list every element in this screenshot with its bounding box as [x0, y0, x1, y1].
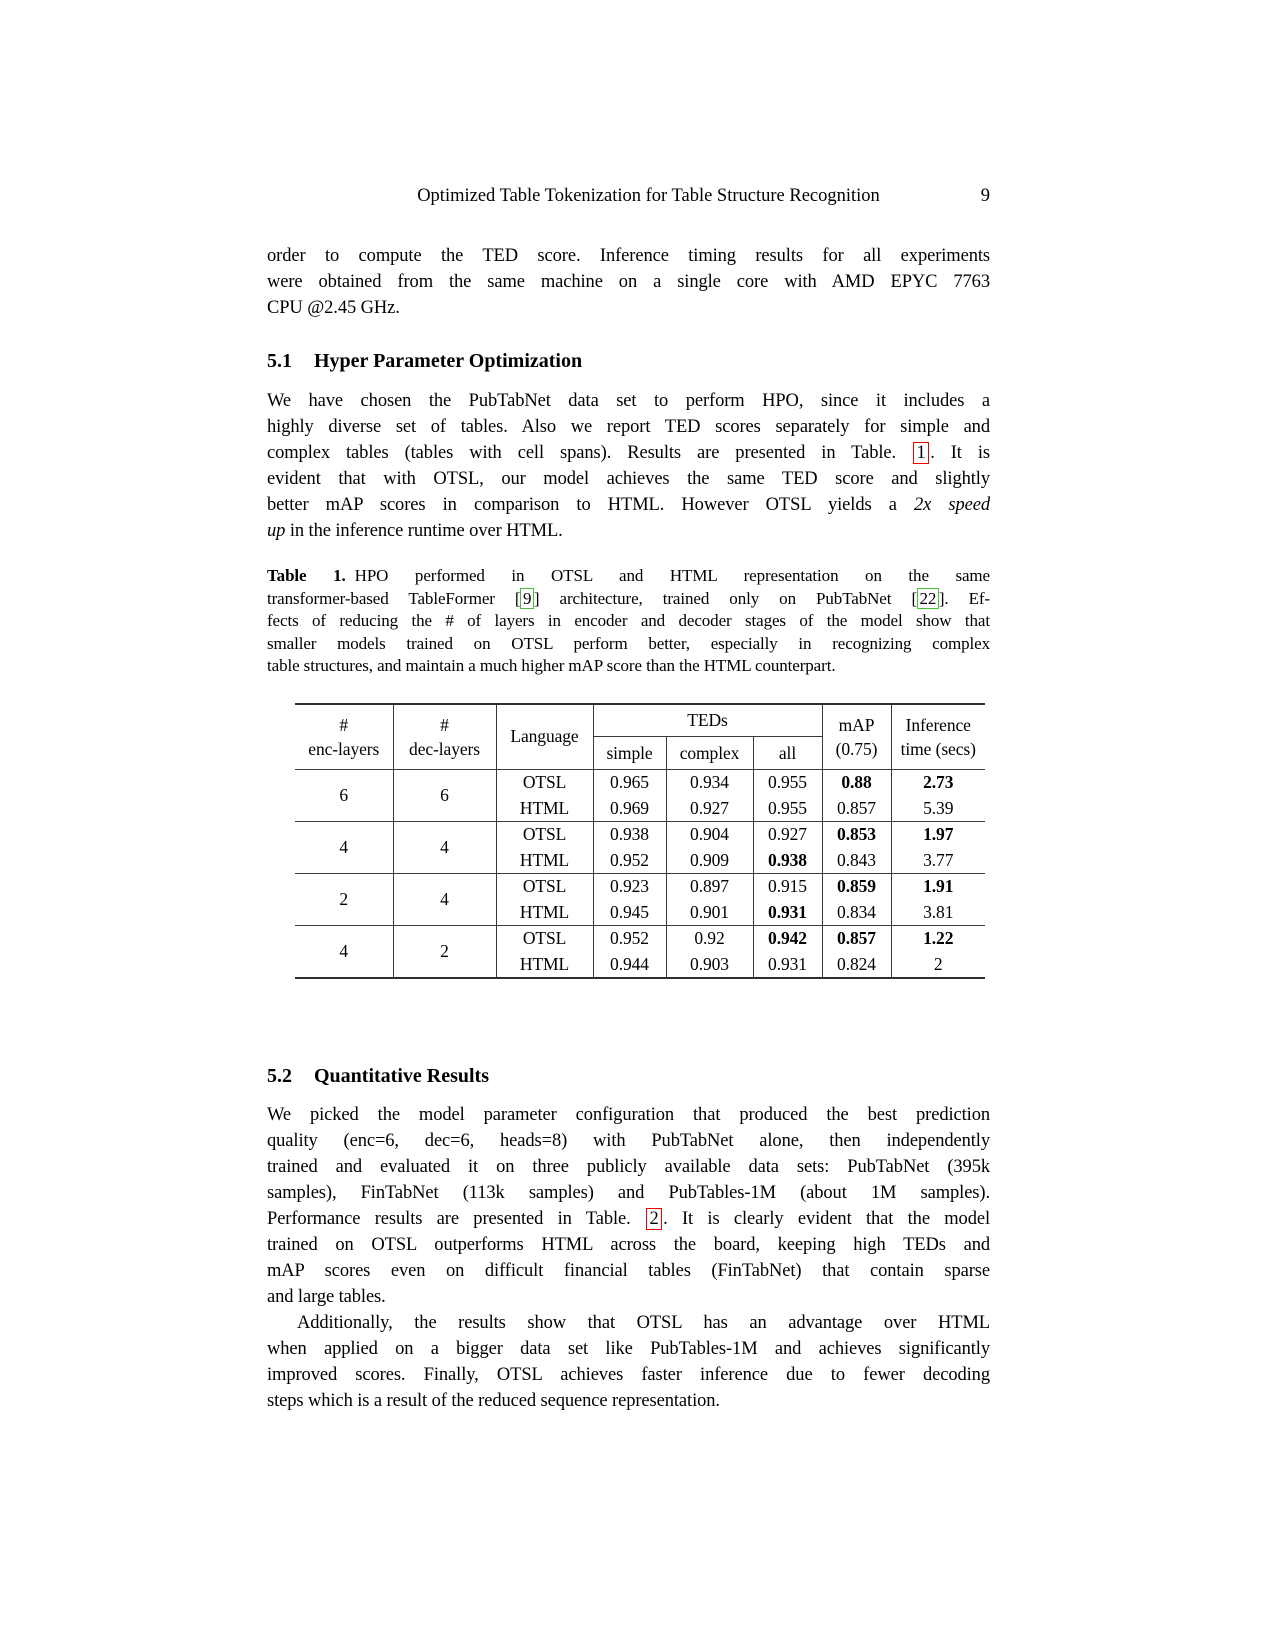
text-line: steps which is a result of the reduced sequence representation.: [267, 1390, 720, 1411]
cell-simple: 0.944: [593, 952, 666, 978]
running-header: [267, 184, 990, 208]
cell-dec: 6: [393, 770, 496, 822]
emphasized-text: up: [267, 521, 286, 541]
text-segment: HPO performed in OTSL and HTML representation on the same: [354, 566, 991, 585]
text-segment: . It is clearly evident that the model: [663, 1208, 991, 1229]
cell-dec: 4: [393, 822, 496, 874]
text-line: Additionally, the results show that OTSL has an advantage over HTML: [297, 1312, 990, 1333]
text-line: CPU @2.45 GHz.: [267, 298, 400, 318]
cell-complex: 0.904: [666, 822, 753, 848]
cell-simple: 0.952: [593, 926, 666, 952]
cell-all: 0.955: [753, 770, 822, 796]
cell-dec: 2: [393, 926, 496, 978]
text-segment: in the inference runtime over HTML.: [285, 521, 563, 541]
cell-language: HTML: [496, 848, 593, 874]
cell-enc: 2: [295, 874, 393, 926]
emphasized-text: 2x speed: [913, 495, 990, 515]
table-1-caption: [267, 565, 990, 678]
cell-complex: 0.897: [666, 874, 753, 900]
cell-simple: 0.969: [593, 796, 666, 822]
cell-language: OTSL: [496, 822, 593, 848]
text-line: trained and evaluated it on three publicly available data sets: PubTabNet (395k: [267, 1156, 990, 1177]
header-language: Language: [496, 704, 593, 770]
text-line: and large tables.: [267, 1286, 386, 1307]
cell-enc: 4: [295, 926, 393, 978]
cell-complex: 0.901: [666, 900, 753, 926]
cell-time: 5.39: [923, 797, 954, 818]
text-line: improved scores. Finally, OTSL achieves faster inference due to fewer decoding: [267, 1364, 990, 1385]
section-5-2-heading: [267, 1063, 990, 1090]
caption-line: smaller models trained on OTSL perform better, especially in recognizing complex: [267, 633, 990, 653]
table-2-reference-link[interactable]: 2: [646, 1208, 662, 1230]
caption-line: fects of reducing the # of layers in encoder and decoder stages of the model show that: [267, 611, 990, 630]
text-line: [267, 440, 990, 466]
text-line: [267, 518, 990, 544]
cell-simple: 0.923: [593, 874, 666, 900]
cell-complex: 0.927: [666, 796, 753, 822]
cell-language: HTML: [496, 900, 593, 926]
header-map: mAP (0.75): [822, 704, 891, 770]
cell-map: 0.834: [822, 900, 891, 926]
intro-paragraph: [267, 243, 990, 321]
cell-all: 0.955: [753, 796, 822, 822]
cell-all: 0.931: [753, 900, 822, 926]
table-1: [295, 703, 985, 979]
cell-complex: 0.903: [666, 952, 753, 978]
text-segment: complex tables (tables with cell spans). Results are presented in Table.: [267, 443, 913, 463]
cell-time: 3.81: [923, 901, 954, 922]
cell-enc: 4: [295, 822, 393, 874]
text-segment: transformer-based TableFormer [: [267, 588, 521, 608]
text-line: We have chosen the PubTabNet data set to perform HPO, since it includes a: [267, 391, 990, 411]
cell-simple: 0.945: [593, 900, 666, 926]
caption-line: table structures, and maintain a much higher mAP score than the HTML counterpart.: [267, 656, 836, 675]
section-5-1-heading: [267, 348, 990, 375]
cell-map: 0.88: [822, 770, 891, 796]
header-teds: TEDs: [593, 704, 822, 737]
text-line: trained on OTSL outperforms HTML across the board, keeping high TEDs and: [267, 1234, 990, 1255]
cell-time: 2: [933, 953, 943, 974]
table-1-wrapper: [295, 703, 985, 979]
section-title: Hyper Parameter Optimization: [314, 350, 583, 372]
header-teds-all: all: [753, 737, 822, 770]
header-teds-complex: complex: [666, 737, 753, 770]
text-line: quality (enc=6, dec=6, heads=8) with PubTabNet alone, then independently: [267, 1130, 990, 1151]
caption-line: [267, 588, 990, 611]
text-line: evident that with OTSL, our model achieves the same TED score and slightly: [267, 469, 990, 489]
cell-simple: 0.938: [593, 822, 666, 848]
cell-all: 0.927: [753, 822, 822, 848]
text-line: when applied on a bigger data set like PubTables-1M and achieves significantly: [267, 1338, 990, 1359]
citation-22-link[interactable]: 22: [917, 588, 939, 609]
cell-map: 0.853: [822, 822, 891, 848]
text-line: highly diverse set of tables. Also we report TED scores separately for simple and: [267, 417, 990, 437]
cell-time: 1.22: [891, 926, 985, 952]
header-teds-simple: simple: [593, 737, 666, 770]
cell-enc: 6: [295, 770, 393, 822]
cell-language: OTSL: [496, 770, 593, 796]
table-row: [295, 874, 985, 900]
header-inference-time: Inference time (secs): [891, 704, 985, 770]
cell-language: OTSL: [496, 926, 593, 952]
cell-complex: 0.934: [666, 770, 753, 796]
cell-simple: 0.952: [593, 848, 666, 874]
table-row: [295, 926, 985, 952]
cell-simple: 0.965: [593, 770, 666, 796]
text-line: [267, 492, 990, 518]
cell-language: HTML: [496, 796, 593, 822]
section-number: 5.2: [267, 1064, 292, 1087]
text-line: We picked the model parameter configuration that produced the best prediction: [267, 1104, 990, 1125]
page-number: 9: [980, 186, 990, 206]
cell-all: 0.915: [753, 874, 822, 900]
text-segment: . It is: [930, 443, 990, 463]
text-line: mAP scores even on difficult financial tables (FinTabNet) that contain sparse: [267, 1260, 990, 1281]
cell-map: 0.824: [822, 952, 891, 978]
caption-label: Table 1.: [267, 566, 346, 585]
section-title: Quantitative Results: [314, 1064, 489, 1087]
text-segment: ] architecture, trained only on PubTabNet [: [533, 588, 917, 608]
cell-time: 1.91: [891, 874, 985, 900]
cell-complex: 0.909: [666, 848, 753, 874]
citation-9-link[interactable]: 9: [520, 588, 533, 609]
cell-all: 0.938: [753, 848, 822, 874]
cell-map: 0.857: [822, 796, 891, 822]
text-column: [267, 243, 990, 1414]
cell-map: 0.843: [822, 848, 891, 874]
header-enc-layers: # enc-layers: [295, 704, 393, 770]
cell-time: 1.97: [891, 822, 985, 848]
table-1-reference-link[interactable]: 1: [913, 442, 929, 464]
cell-all: 0.942: [753, 926, 822, 952]
cell-all: 0.931: [753, 952, 822, 978]
cell-map: 0.859: [822, 874, 891, 900]
text-line: order to compute the TED score. Inference timing results for all experiments: [267, 246, 990, 266]
cell-time: 3.77: [923, 849, 954, 870]
running-header-title: Optimized Table Tokenization for Table Structure Recognition: [417, 186, 880, 206]
table-row: [295, 770, 985, 796]
table-row: [295, 822, 985, 848]
cell-language: HTML: [496, 952, 593, 978]
caption-line: [267, 565, 990, 588]
section-5-2-paragraph-1: [267, 1102, 990, 1310]
text-segment: ]. Ef-: [938, 588, 990, 608]
text-segment: Performance results are presented in Table.: [267, 1208, 645, 1229]
section-number: 5.1: [267, 350, 292, 372]
section-5-1-paragraph: [267, 388, 990, 544]
cell-language: OTSL: [496, 874, 593, 900]
cell-map: 0.857: [822, 926, 891, 952]
text-segment: better mAP scores in comparison to HTML. However OTSL yields a: [267, 495, 914, 515]
text-line: [267, 1206, 990, 1232]
text-line: were obtained from the same machine on a single core with AMD EPYC 7763: [267, 272, 990, 292]
header-dec-layers: # dec-layers: [393, 704, 496, 770]
cell-time: 2.73: [923, 772, 954, 793]
section-5-2-paragraph-2: [267, 1310, 990, 1414]
text-line: samples), FinTabNet (113k samples) and PubTables-1M (about 1M samples).: [267, 1182, 990, 1203]
cell-complex: 0.92: [666, 926, 753, 952]
cell-dec: 4: [393, 874, 496, 926]
